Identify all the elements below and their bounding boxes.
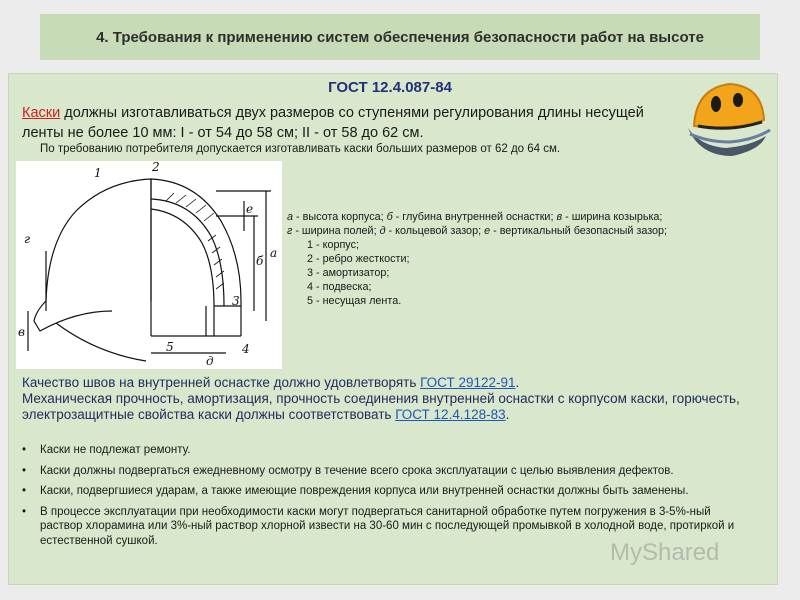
legend-line-1 — [287, 210, 667, 224]
gost-29122-link[interactable]: ГОСТ 29122-91 — [420, 375, 516, 390]
fig-label-b: б — [256, 254, 264, 268]
list-item: • Каски не подлежат ремонту. — [22, 443, 747, 458]
legend-letter: г — [287, 225, 293, 237]
fig-label-v: в — [18, 325, 25, 339]
legend-line-2 — [287, 224, 667, 238]
legend-item: 1 - корпус; — [307, 239, 359, 251]
legend-text: - глубина внутренней оснастки; — [392, 211, 557, 223]
helmet-link[interactable]: Каски — [22, 105, 61, 121]
legend-item: 4 - подвеска; — [307, 281, 372, 293]
fig-label-3: 3 — [232, 294, 240, 308]
quality-text: Механическая прочность, амортизация, прочность соединения внутренней оснастки с корпусом каски, горючесть, электрозащитные свойства каски должны соответствовать — [22, 391, 740, 422]
list-item: • В процессе эксплуатации при необходимости каски могут подвергаться санитарной обработке путем погружения в 3-5%-ный раствор хлорамина или 3%-ный раствор хлорной извести на 30-60 мин с последующей промывкой в холодной воде, протиркой и естественной сушкой. — [22, 505, 747, 549]
legend-item: 3 - амортизатор; — [307, 267, 390, 279]
fig-label-5: 5 — [166, 340, 174, 354]
watermark: MyShared — [610, 539, 720, 566]
fig-label-a: a — [270, 246, 278, 260]
fig-label-2: 2 — [152, 161, 160, 174]
fig-label-d: д — [206, 354, 214, 368]
legend-letter: е — [484, 225, 491, 237]
list-item: • Каски должны подвергаться ежедневному осмотру в течение всего срока эксплуатации с целью выявления дефектов. — [22, 464, 747, 479]
fig-label-g: г — [24, 232, 31, 246]
helmet-diagram — [16, 161, 282, 369]
legend-letter: б — [386, 211, 393, 223]
legend-letter: а — [287, 211, 294, 223]
fig-label-e: е — [246, 202, 254, 216]
legend-letter: в — [556, 211, 563, 223]
requirements-list — [22, 443, 747, 554]
quality-text: . — [505, 407, 510, 422]
intro-text: должны изготавливаться двух размеров со ступенями регулирования длины несущей ленты не более 10 мм: I - от 54 до 58 см; II - от 58 до 62 см. — [22, 105, 644, 141]
legend-item: 5 - несущая лента. — [307, 295, 402, 307]
gost-title: ГОСТ 12.4.087-84 — [328, 79, 452, 96]
legend-letter: д — [379, 225, 386, 237]
legend-item: 2 - ребро жесткости; — [307, 253, 410, 265]
quality-text: . — [515, 375, 520, 390]
legend-text: - ширина козырька; — [562, 211, 663, 223]
legend-text: - кольцевой зазор; — [385, 225, 485, 237]
fig-label-4: 4 — [242, 342, 250, 356]
quality-text: Качество швов на внутренней оснастке должно удовлетворять — [22, 375, 421, 390]
intro-paragraph — [22, 103, 662, 143]
quality-paragraph — [22, 375, 767, 423]
gost-12-4-128-link[interactable]: ГОСТ 12.4.128-83 — [395, 407, 506, 422]
list-item: • Каски, подвергшиеся ударам, а также имеющие повреждения корпуса или внутренней оснастки должны быть заменены. — [22, 484, 747, 499]
slide-title: 4. Требования к применению систем обеспечения безопасности работ на высоте — [96, 28, 704, 46]
slide-title-bar — [40, 14, 760, 60]
legend-text: - высота корпуса; — [293, 211, 387, 223]
legend-text: - вертикальный безопасный зазор; — [490, 225, 668, 237]
legend-text: - ширина полей; — [292, 225, 380, 237]
diagram-legend — [287, 210, 667, 308]
size-note: По требованию потребителя допускается изготавливать каски больших размеров от 62 до 64 см. — [40, 143, 561, 155]
fig-label-1: 1 — [94, 166, 102, 180]
helmet-photo — [680, 76, 776, 160]
